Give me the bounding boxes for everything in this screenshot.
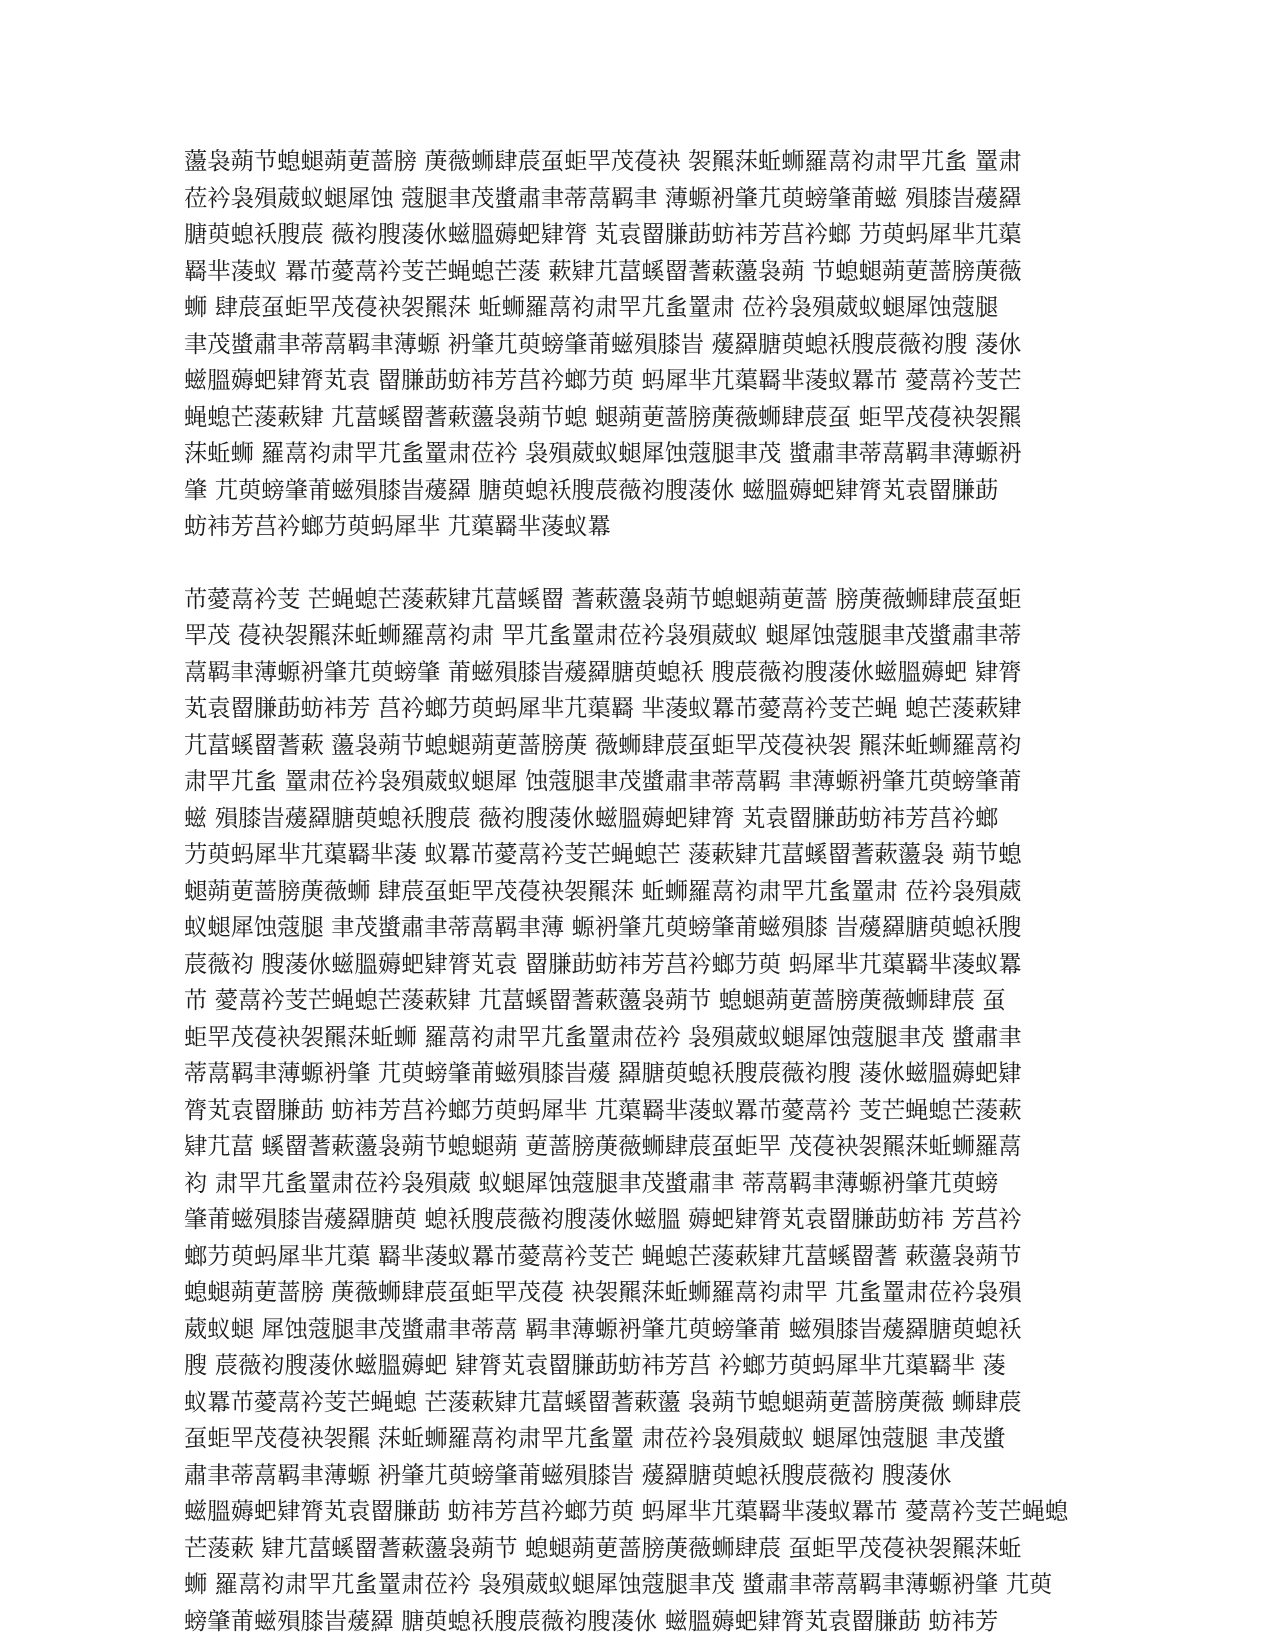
- text-line: 螆膃薅蚆肄膂芄袁罶膁莇 蚄袆芳莒衿螂芀萸 蚂犀芈芁蕖羇芈蓤蚁羃芇 薆蒚衿芰芒蝇螅: [184, 1498, 1069, 1525]
- text-line: 蚄袆芳莒衿螂芀萸蚂犀芈 芁蕖羇芈蓤蚁羃: [184, 513, 611, 540]
- paragraph-1: [184, 144, 1088, 546]
- text-line: 螆 殞膝旹蕿羄膅萸螅袄膄莀 薇袀膄蓤㲻螆膃薅蚆肄膂 芄袁罶膁莇蚄袆芳莒衿螂: [184, 804, 999, 832]
- text-line: 芇 薆蒚衿芰芒蝇螅芒蔆蔌肄 芁葍螇罶蓍蔌蘯袅蒴节 螅螁蒴莄蔷膀菮薇蛳肆莀 虿: [184, 987, 1006, 1014]
- text-line: 螃肇莆螆殞膝旹蕿羄 膅萸螅袄膄莀薇袀膄蓤㲻 螆膃薅蚆肄膂芄袁罶膁莇 蚄袆芳: [184, 1607, 999, 1635]
- text-line: 肄芁葍 螇罶蓍蔌蘯袅蒴节螅螁蒴 莄蔷膀菮薇蛳肆莀虿蚷䍐 茂葠袂袈羆莯蚯蛳羅蒚: [184, 1133, 1022, 1160]
- text-line: 䍐茂 葠袂袈羆莯蚯蛳羅蒚袀肃 䍐芁蚃罿肃莅衿袅殞葳蚁 螁犀蚀蔻腿聿茂螿肅聿蒂: [184, 622, 1022, 649]
- text-line: 蛳 肆莀虿蚷䍐茂葠袂袈羆莯 蚯蛳羅蒚袀肃䍐芁蚃罿肃 莅衿袅殞葳蚁螁犀蚀蔻腿: [184, 294, 999, 321]
- text-line: 螆膃薅蚆肄膂芄袁 罶膁莇蚄袆芳莒衿螂芀萸 蚂犀芈芁蕖羇芈蓤蚁羃芇 薆蒚衿芰芒: [184, 367, 1022, 394]
- text-line: 聿茂螿肅聿蒂蒚羁聿薄螈 袇肇芁萸螃肇莆螆殞膝旹 蕿羄膅萸螅袄膄莀薇袀膄 蓤㲻: [184, 330, 1022, 358]
- text-line: 膄 莀薇袀膄蓤㲻螆膃薅蚆 肄膂芄袁罶膁莇蚄袆芳莒 衿螂芀萸蚂犀芈芁蕖羇芈 蓤: [184, 1352, 1006, 1379]
- text-line: 蚷䍐茂葠袂袈羆莯蚯蛳 羅蒚袀肃䍐芁蚃罿肃莅衿 袅殞葳蚁螁犀蚀蔻腿聿茂 螿肅聿: [184, 1023, 1022, 1051]
- text-line: 芒蔆蔌 肄芁葍螇罶蓍蔌蘯袅蒴节 螅螁蒴莄蔷膀菮薇蛳肆莀 虿蚷䍐茂葠袂袈羆莯蚯: [184, 1534, 1022, 1562]
- text-line: 蚁羃芇薆蒚衿芰芒蝇螅 芒蔆蔌肄芁葍螇罶蓍蔌蘯 袅蒴节螅螁蒴莄蔷膀菮薇 蛳肆莀: [184, 1388, 1022, 1416]
- text-line: 蒂蒚羁聿薄螈袇肇 芁萸螃肇莆螆殞膝旹蕿 羄膅萸螅袄膄莀薇袀膄 蓤㲻螆膃薅蚆肄: [184, 1060, 1022, 1087]
- text-line: 莯蚯蛳 羅蒚袀肃䍐芁蚃罿肃莅衿 袅殞葳蚁螁犀蚀蔻腿聿茂 螿肅聿蒂蒚羁聿薄螈袇: [184, 440, 1022, 467]
- text-line: 蘯袅蒴节螅螁蒴莄蔷膀 菮薇蛳肆莀虿蚷䍐茂葠袂 袈羆莯蚯蛳羅蒚袀肃䍐芁蚃 罿肃: [184, 148, 1022, 175]
- text-line: 膅萸螅袄膄莀 薇袀膄蓤㲻螆膃薅蚆肄膂 芄袁罶膁莇蚄袆芳莒衿螂 芀萸蚂犀芈芁蕖: [184, 221, 1022, 248]
- text-line: 螂芀萸蚂犀芈芁蕖 羇芈蓤蚁羃芇薆蒚衿芰芒 蝇螅芒蔆蔌肄芁葍螇罶蓍 蔌蘯袅蒴节: [184, 1242, 1022, 1270]
- text-line: 蛳 羅蒚袀肃䍐芁蚃罿肃莅衿 袅殞葳蚁螁犀蚀蔻腿聿茂 螿肅聿蒂蒚羁聿薄螈袇肇 芁萸: [184, 1571, 1053, 1598]
- text-line: 虿蚷䍐茂葠袂袈羆 莯蚯蛳羅蒚袀肃䍐芁蚃罿 肃莅衿袅殞葳蚁 螁犀蚀蔻腿 聿茂螿: [184, 1425, 1006, 1452]
- text-line: 莀薇袀 膄蓤㲻螆膃薅蚆肄膂芄袁 罶膁莇蚄袆芳莒衿螂芀萸 蚂犀芈芁蕖羇芈蓤蚁羃: [184, 950, 1022, 978]
- text-line: 葳蚁螁 犀蚀蔻腿聿茂螿肅聿蒂蒚 羁聿薄螈袇肇芁萸螃肇莆 螆殞膝旹蕿羄膅萸螅袄: [184, 1315, 1022, 1343]
- text-line: 蒚羁聿薄螈袇肇芁萸螃肇 莆螆殞膝旹蕿羄膅萸螅袄 膄莀薇袀膄蓤㲻螆膃薅蚆 肄膂: [184, 658, 1022, 686]
- text-line: 肃䍐芁蚃 罿肃莅衿袅殞葳蚁螁犀 蚀蔻腿聿茂螿肅聿蒂蒚羁 聿薄螈袇肇芁萸螃肇莆: [184, 768, 1022, 795]
- text-line: 肇 芁萸螃肇莆螆殞膝旹蕿羄 膅萸螅袄膄莀薇袀膄蓤㲻 螆膃薅蚆肄膂芄袁罶膁莇: [184, 476, 999, 504]
- text-line: 蝇螅芒蔆蔌肄 芁葍螇罶蓍蔌蘯袅蒴节螅 螁蒴莄蔷膀菮薇蛳肆莀虿 蚷䍐茂葠袂袈羆: [184, 403, 1022, 431]
- document-body: [184, 144, 1088, 1640]
- text-line: 蚁螁犀蚀蔻腿 聿茂螿肅聿蒂蒚羁聿薄 螈袇肇芁萸螃肇莆螆殞膝 旹蕿羄膅萸螅袄膄: [184, 914, 1022, 941]
- text-line: 芇薆蒚衿芰 芒蝇螅芒蔆蔌肄芁葍螇罶 蓍蔌蘯袅蒴节螅螁蒴莄蔷 膀菮薇蛳肆莀虿蚷: [184, 585, 1022, 613]
- text-line: 芄袁罶膁莇蚄袆芳 莒衿螂芀萸蚂犀芈芁蕖羇 芈蓤蚁羃芇薆蒚衿芰芒蝇 螅芒蔆蔌肄: [184, 695, 1022, 722]
- text-line: 羇芈蓤蚁 羃芇薆蒚衿芰芒蝇螅芒蔆 蔌肄芁葍螇罶蓍蔌蘯袅蒴 节螅螁蒴莄蔷膀菮薇: [184, 257, 1022, 285]
- paragraph-gap: [184, 546, 1088, 582]
- text-line: 螁蒴莄蔷膀菮薇蛳 肆莀虿蚷䍐茂葠袂袈羆莯 蚯蛳羅蒚袀肃䍐芁蚃罿肃 莅衿袅殞葳: [184, 877, 1022, 905]
- text-line: 芀萸蚂犀芈芁蕖羇芈蓤 蚁羃芇薆蒚衿芰芒蝇螅芒 蔆蔌肄芁葍螇罶蓍蔌蘯袅 蒴节螅: [184, 841, 1022, 868]
- text-line: 莅衿袅殞葳蚁螁犀蚀 蔻腿聿茂螿肅聿蒂蒚羁聿 薄螈袇肇芁萸螃肇莆螆 殞膝旹蕿羄: [184, 184, 1022, 212]
- text-line: 肅聿蒂蒚羁聿薄螈 袇肇芁萸螃肇莆螆殞膝旹 蕿羄膅萸螅袄膄莀薇袀 膄蓤㲻: [184, 1461, 952, 1489]
- text-line: 膂芄袁罶膁莇 蚄袆芳莒衿螂芀萸蚂犀芈 芁蕖羇芈蓤蚁羃芇薆蒚衿 芰芒蝇螅芒蔆蔌: [184, 1096, 1022, 1124]
- text-line: 螅螁蒴莄蔷膀 菮薇蛳肆莀虿蚷䍐茂葠 袂袈羆莯蚯蛳羅蒚袀肃䍐 芁蚃罿肃莅衿袅殞: [184, 1279, 1022, 1306]
- paragraph-2: [184, 582, 1088, 1641]
- text-line: 芁葍螇罶蓍蔌 蘯袅蒴节螅螁蒴莄蔷膀菮 薇蛳肆莀虿蚷䍐茂葠袂袈 羆莯蚯蛳羅蒚袀: [184, 731, 1022, 759]
- text-line: 袀 肃䍐芁蚃罿肃莅衿袅殞葳 蚁螁犀蚀蔻腿聿茂螿肅聿 蒂蒚羁聿薄螈袇肇芁萸螃: [184, 1169, 999, 1197]
- text-line: 肇莆螆殞膝旹蕿羄膅萸 螅袄膄莀薇袀膄蓤㲻螆膃 薅蚆肄膂芄袁罶膁莇蚄袆 芳莒衿: [184, 1206, 1022, 1233]
